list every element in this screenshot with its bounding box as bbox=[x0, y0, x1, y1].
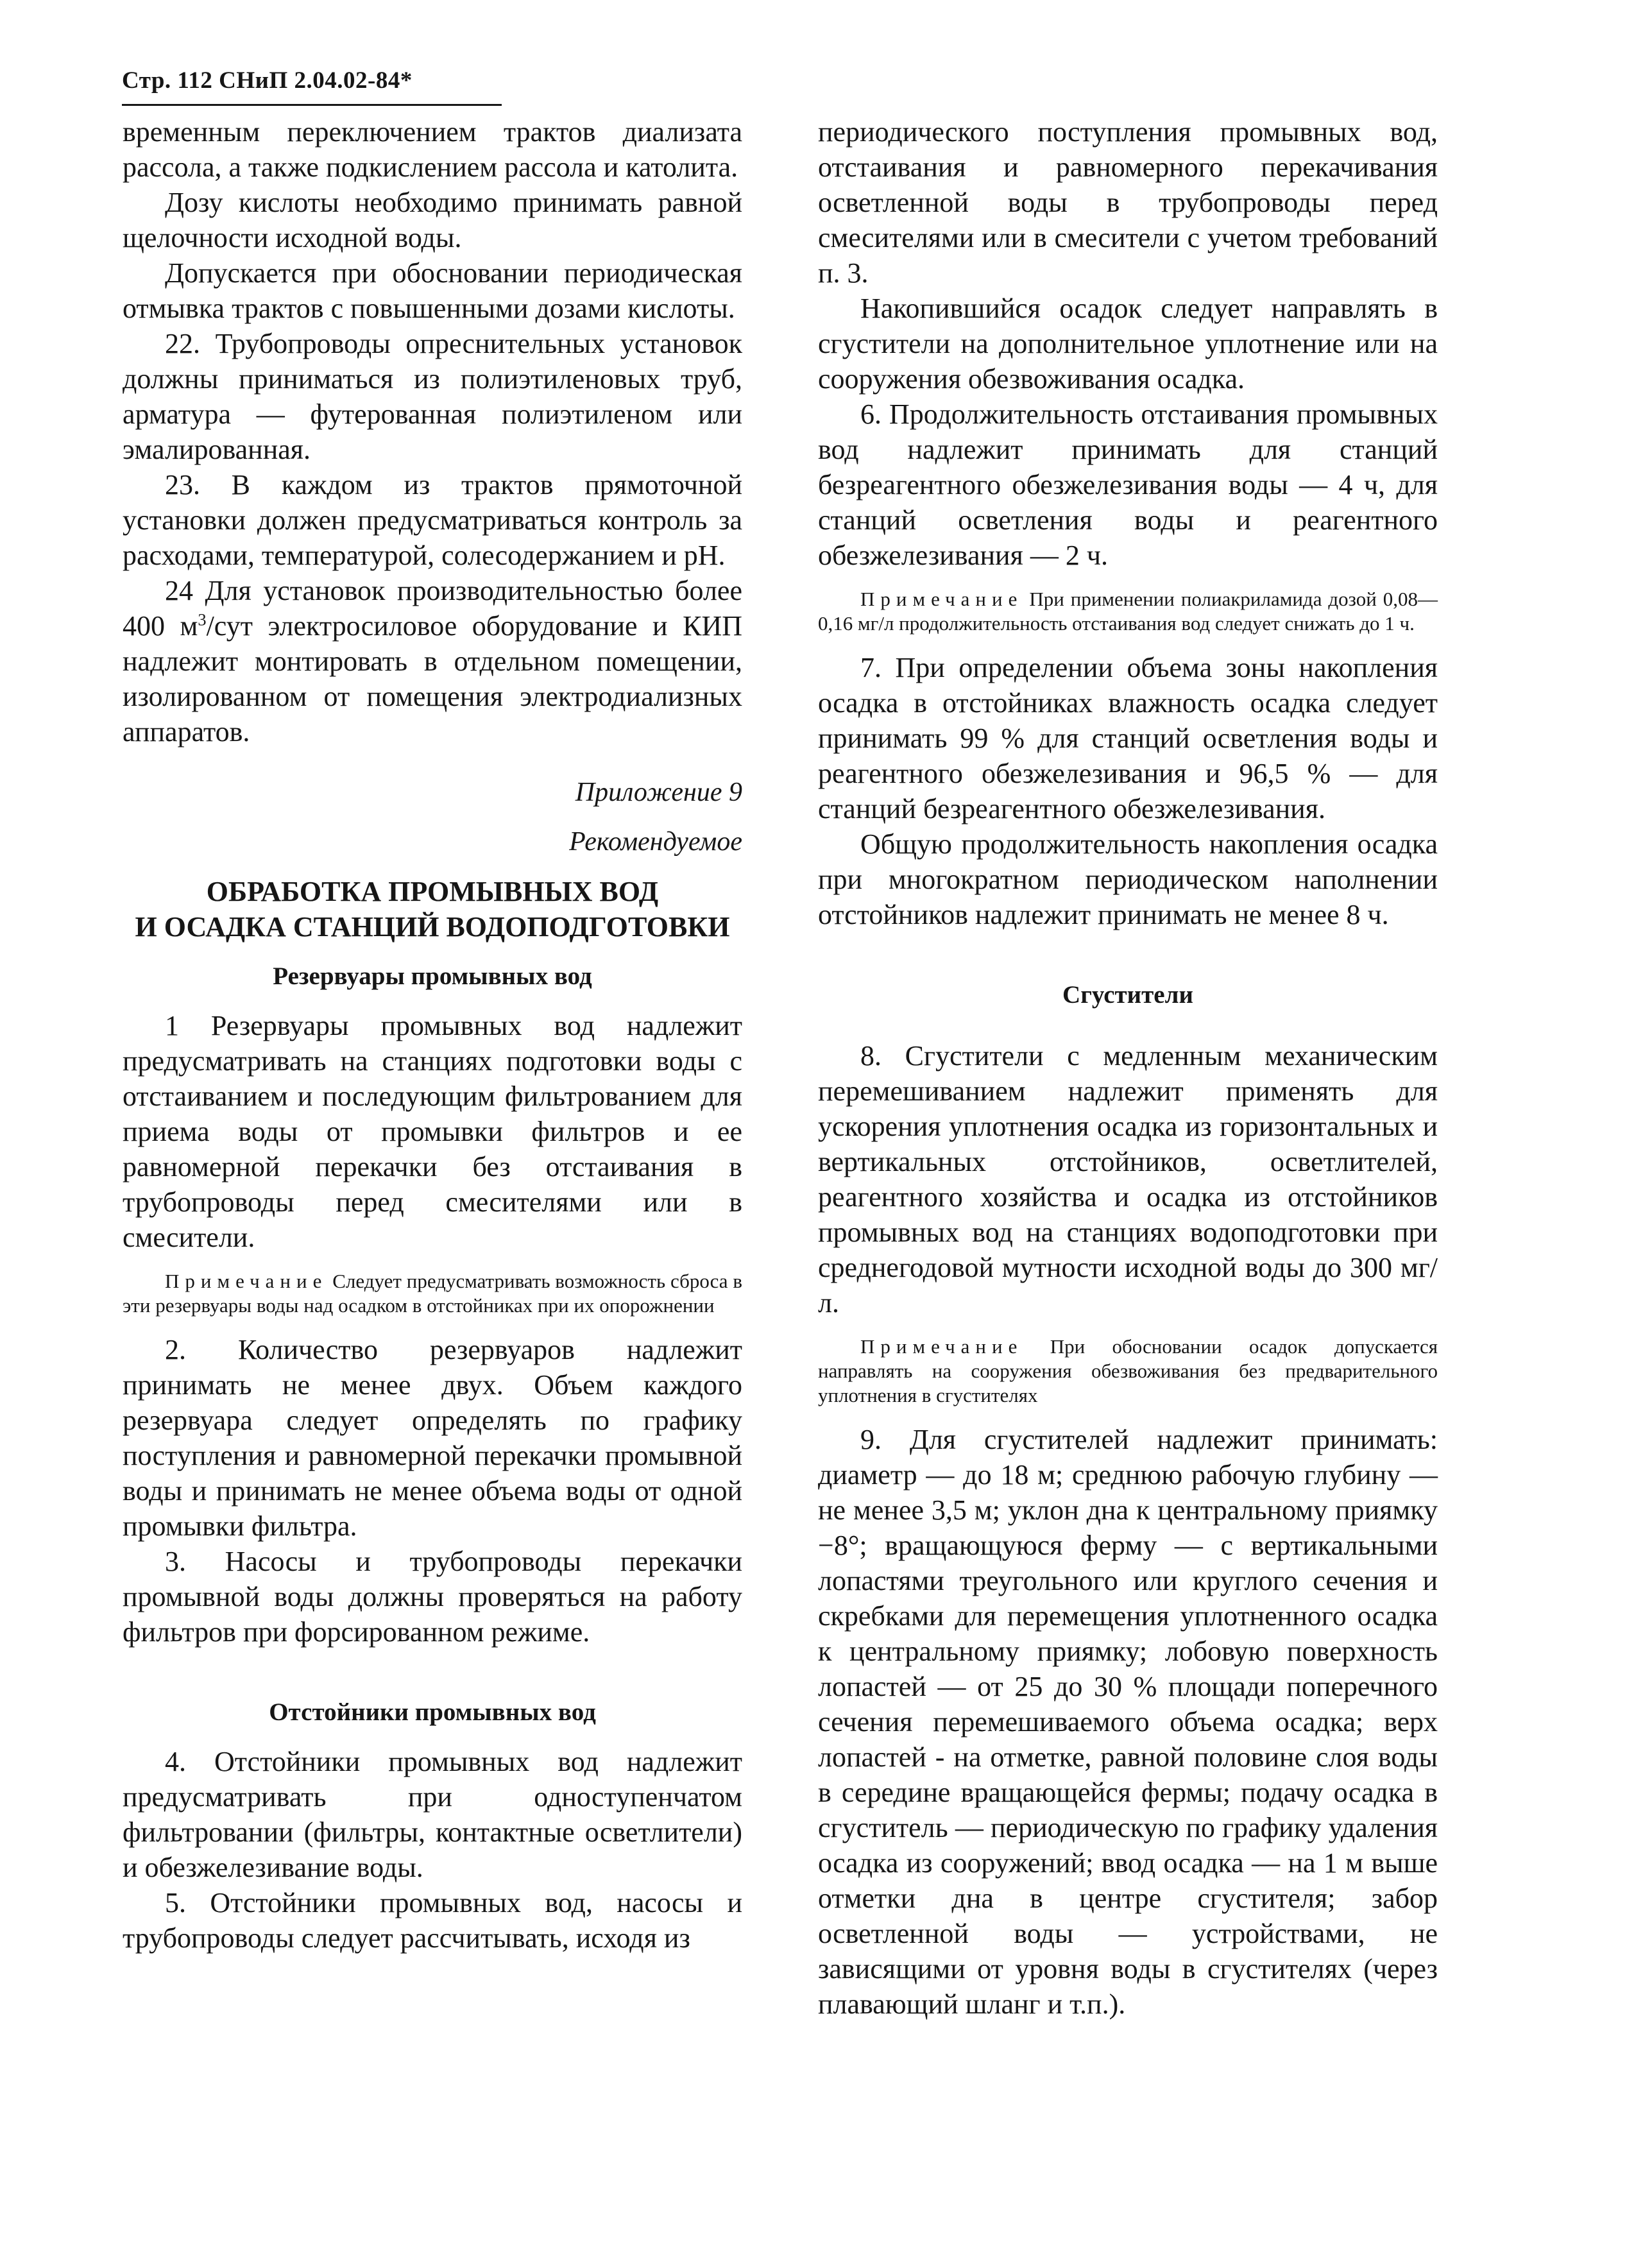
paragraph-5-continuation: периодического поступления промывных вод, отстаивания и равномерного перекачивания осветленной воды в трубопроводы перед смесителями или в смесители с учетом требований п. 3. bbox=[818, 116, 1438, 289]
paragraph-3: 3. Насосы и трубопроводы перекачки промывной воды должны проверяться на работу фильтров при форсированном режиме. bbox=[123, 1546, 742, 1648]
note-3 bbox=[818, 1335, 1438, 1408]
note-1-label: Примечание bbox=[165, 1270, 328, 1292]
section-heading-settlers: Отстойники промывных вод bbox=[269, 1698, 596, 1726]
paragraph-8: 8. Сгустители с медленным механическим перемешиванием надлежит применять для ускорения уплотнения осадка из горизонтальных и вертикальных отстойников, осветлителей, реагентного хозяйства и осадка из отстойников промывных вод на станциях водоподготовки при среднегодовой мутности исходной воды до 300 мг/л. bbox=[818, 1040, 1438, 1319]
appendix-title-line-1: ОБРАБОТКА ПРОМЫВНЫХ ВОД bbox=[206, 876, 659, 907]
section-heading-thickeners: Сгустители bbox=[1062, 981, 1193, 1009]
paragraph-24-text-start: 24 Для установок производительностью более 400 м bbox=[123, 575, 742, 642]
appendix-number: Приложение 9 bbox=[575, 778, 742, 807]
paragraph-acid-dose: Дозу кислоты необходимо принимать равной щелочности исходной воды. bbox=[123, 187, 742, 253]
paragraph-periodic-flush: Допускается при обосновании периодическая отмывка трактов с повышенными дозами кислоты. bbox=[123, 257, 742, 324]
left-column bbox=[123, 114, 742, 1956]
header-underline bbox=[122, 104, 502, 106]
paragraph-1: 1 Резервуары промывных вод надлежит предусматривать на станциях подготовки воды с отстаиванием и последующим фильтрованием для приема воды от промывки фильтров и ее равномерной перекачки без отстаивания в трубопроводы перед смесителями или в смесители. bbox=[123, 1010, 742, 1253]
note-3-text: При обосновании осадок допускается направлять на сооружения обезвоживания без предварительного уплотнения в сгустителях bbox=[818, 1335, 1438, 1406]
paragraph-2: 2. Количество резервуаров надлежит принимать не менее двух. Объем каждого резервуара следует определять по графику поступления и равномерной перекачки промывной воды и принимать не менее объема воды от одной промывки фильтра. bbox=[123, 1334, 742, 1542]
paragraph-6: 6. Продолжительность отстаивания промывных вод надлежит принимать для станций безреагентного обезжелезивания воды — 4 ч, для станций осветления воды и реагентного обезжелезивания — 2 ч. bbox=[818, 398, 1438, 571]
note-3-label: Примечание bbox=[860, 1335, 1023, 1358]
right-column bbox=[818, 114, 1438, 2022]
note-1-text: Следует предусматривать возможность сброса в эти резервуары воды над осадком в отстойниках при их опорожнении bbox=[123, 1270, 742, 1317]
note-2-text: При применении полиакриламида дозой 0,08—0,16 мг/л продолжительность отстаивания вод следует снижать до 1 ч. bbox=[818, 588, 1438, 635]
paragraph-23: 23. В каждом из трактов прямоточной установки должен предусматриваться контроль за расходами, температурой, солесодержанием и pH. bbox=[123, 469, 742, 571]
paragraph-9: 9. Для сгустителей надлежит принимать: диаметр — до 18 м; среднюю рабочую глубину — не менее 3,5 м; уклон дна к центральному приямку −8°; вращающуюся ферму — с вертикальными лопастями треугольного или круглого сечения и скребками для перемещения уплотненного осадка к центральному приямку; лобовую поверхность лопастей — от 25 до 30 % площади поперечного сечения перемешиваемого объема осадка; верх лопастей - на отметке, равной половине слоя воды в середине вращающейся фермы; подачу осадка в сгуститель — периодическую по графику удаления осадка из сооружений; ввод осадка — на 1 м выше отметки дна в центре сгустителя; забор осветленной воды — устройствами, не зависящими от уровня воды в сгустителях (через плавающий шланг и т.п.). bbox=[818, 1424, 1438, 2020]
section-heading-reservoirs: Резервуары промывных вод bbox=[273, 962, 592, 990]
note-1 bbox=[123, 1269, 742, 1318]
paragraph-24-text-end: /сут электросиловое оборудование и КИП надлежит монтировать в отдельном помещении, изолированном от помещения электродиализных аппаратов. bbox=[123, 610, 743, 747]
note-2-label: Примечание bbox=[860, 588, 1023, 610]
paragraph-continuation: временным переключением трактов диализата рассола, а также подкислением рассола и католита. bbox=[123, 116, 742, 183]
note-2 bbox=[818, 587, 1438, 636]
paragraph-sludge: Накопившийся осадок следует направлять в сгустители на дополнительное уплотнение или на сооружения обезвоживания осадка. bbox=[818, 293, 1438, 395]
paragraph-5: 5. Отстойники промывных вод, насосы и трубопроводы следует рассчитывать, исходя из bbox=[123, 1887, 742, 1954]
page-header: Стр. 112 СНиП 2.04.02-84* bbox=[122, 67, 413, 94]
cubic-superscript: 3 bbox=[198, 610, 207, 629]
paragraph-24 bbox=[123, 573, 742, 749]
paragraph-22: 22. Трубопроводы опреснительных установок должны приниматься из полиэтиленовых труб, арматура — футерованная полиэтиленом или эмалированная. bbox=[123, 328, 742, 465]
paragraph-7: 7. При определении объема зоны накопления осадка в отстойниках влажность осадка следует принимать 99 % для станций осветления воды и реагентного обезжелезивания и 96,5 % — для станций безреагентного обезжелезивания. bbox=[818, 652, 1438, 824]
paragraph-4: 4. Отстойники промывных вод надлежит предусматривать при одноступенчатом фильтровании (фильтры, контактные осветлители) и обезжелезивание воды. bbox=[123, 1746, 742, 1883]
paragraph-total-accumulation: Общую продолжительность накопления осадка при многократном периодическом наполнении отстойников надлежит принимать не менее 8 ч. bbox=[818, 828, 1438, 930]
appendix-status: Рекомендуемое bbox=[569, 827, 742, 857]
appendix-title-line-2: И ОСАДКА СТАНЦИЙ ВОДОПОДГОТОВКИ bbox=[135, 911, 730, 943]
